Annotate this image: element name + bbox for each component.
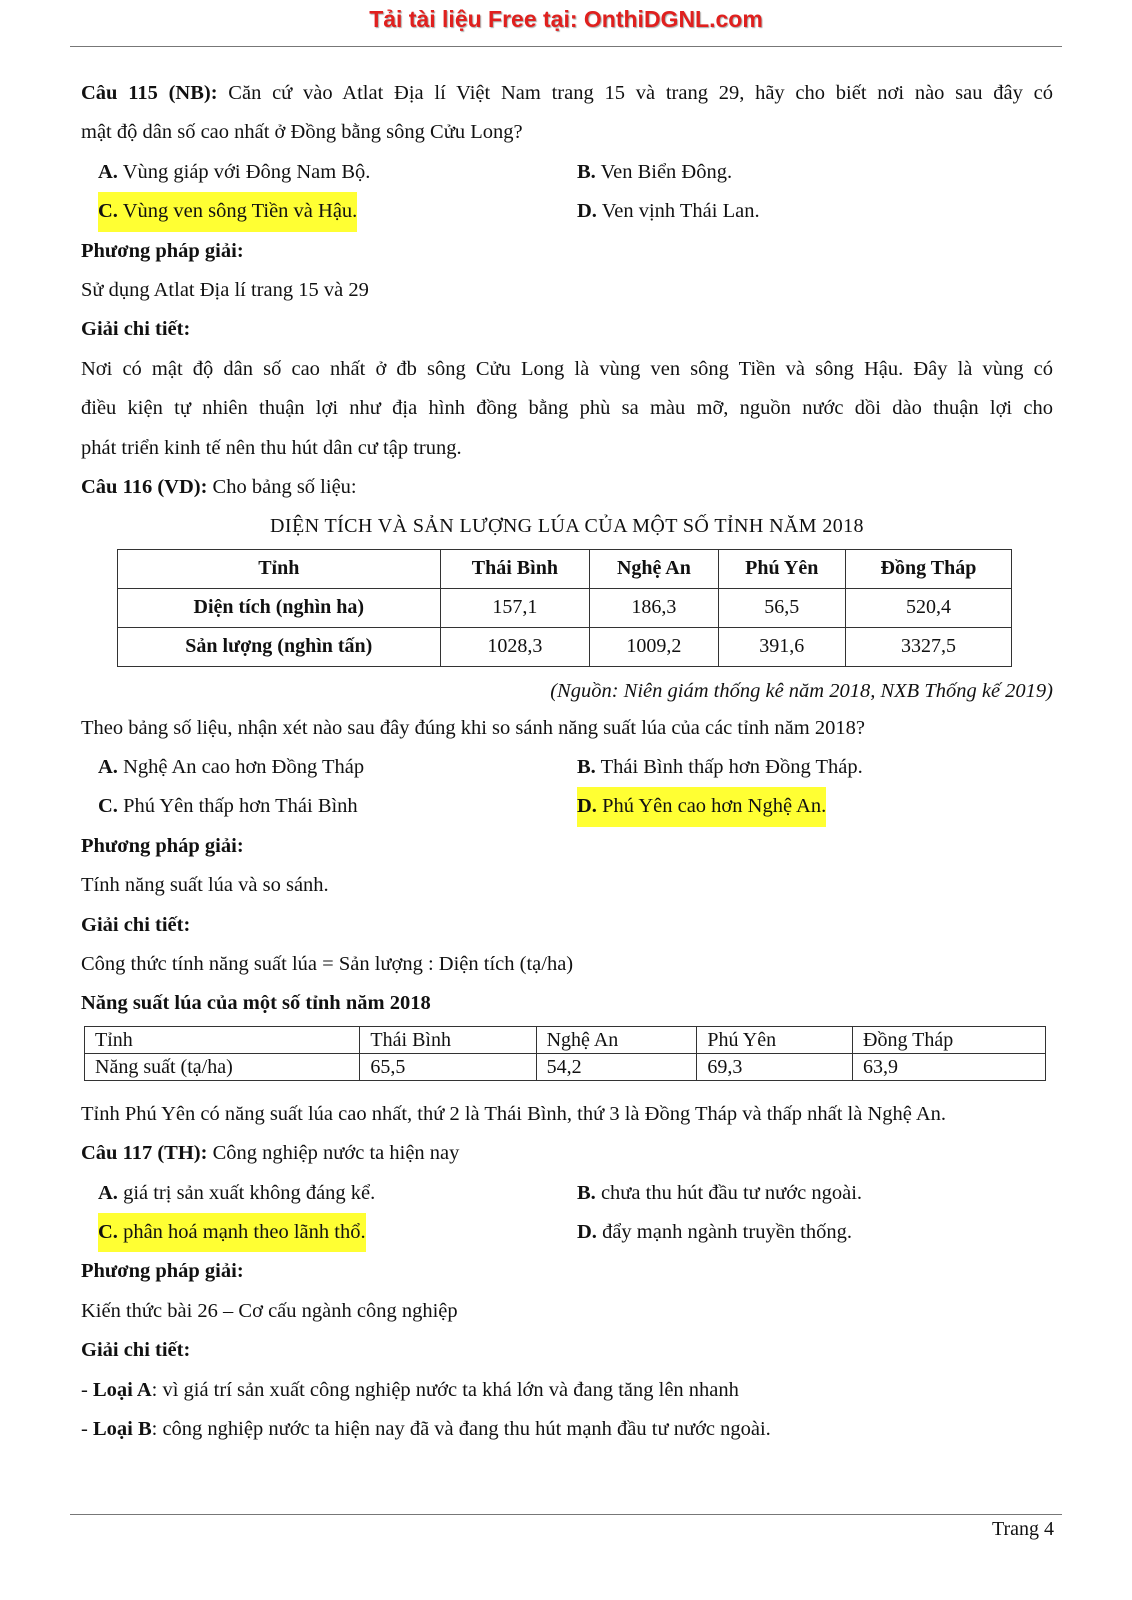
table-cell: 157,1 [440,588,590,627]
option-text: đẩy mạnh ngành truyền thống. [596,1220,852,1243]
option-text: giá trị sản xuất không đáng kể. [117,1181,376,1204]
table-cell: 1028,3 [440,627,590,666]
table-header-row [85,1026,1046,1053]
table-header-cell: Phú Yên [697,1026,853,1053]
q115-label: Câu 115 (NB): [81,82,218,104]
option-key: C. [98,200,118,223]
table-header-row [118,549,1012,588]
option-key: D. [577,1220,597,1243]
q117-option-a [98,1174,375,1213]
option-key: A. [98,756,118,779]
header-divider [70,46,1062,47]
q117-options-row-2 [81,1213,1053,1252]
q116-table-source: (Nguồn: Niên giám thống kê năm 2018, NXB Thống kế 2019) [550,679,1053,702]
elimination-text: : vì giá trí sản xuất công nghiệp nước ta khá lớn và đang tăng lên nhanh [151,1378,739,1401]
q116-detail-title: Giải chi tiết: [81,913,191,936]
q115-option-b [577,153,732,192]
q116-options-row-2 [81,787,1053,826]
site-header-title: Tải tài liệu Free tại: OnthiDGNL.com [369,6,763,32]
option-key: D. [577,200,597,223]
q115-stem-line-1 [81,74,1053,113]
q116-data-table [117,549,1012,667]
option-text: chưa thu hút đầu tư nước ngoài. [595,1181,863,1204]
q117-detail-1 [81,1371,1053,1410]
table-cell: 54,2 [536,1053,697,1080]
q116-stem-line [81,468,1053,507]
list-dash: - [81,1378,93,1401]
q116-options-row-1 [81,748,1053,787]
q115-option-d [577,192,760,231]
q117-stem: Công nghiệp nước ta hiện nay [207,1142,460,1165]
option-text: Nghệ An cao hơn Đồng Tháp [117,756,365,779]
option-text: Vùng ven sông Tiền và Hậu. [117,200,358,223]
q115-method-text: Sử dụng Atlat Địa lí trang 15 và 29 [81,278,369,301]
page-number: Trang 4 [991,1518,1054,1540]
table-row-label: Sản lượng (nghìn tấn) [118,627,441,666]
option-text: Ven vịnh Thái Lan. [596,200,760,223]
q117-stem-line [81,1134,1053,1173]
q116-option-d-correct [577,787,826,826]
table-cell: 63,9 [853,1053,1046,1080]
q116-option-a [98,748,364,787]
q115-detail-2: điều kiện tự nhiên thuận lợi như địa hình đồng bằng phù sa màu mỡ, nguồn nước dồi dào thuận lợi cho [81,397,1053,420]
q115-option-a [98,153,370,192]
table-cell: 56,5 [718,588,845,627]
q117-option-d [577,1213,852,1252]
q115-detail-1: Nơi có mật độ dân số cao nhất ở đb sông Cửu Long là vùng ven sông Tiền và sông Hậu. Đây là vùng có [81,357,1053,380]
option-key: B. [577,160,596,183]
q117-detail-title: Giải chi tiết: [81,1339,191,1362]
q116-option-b [577,748,863,787]
q117-option-b [577,1174,862,1213]
table-cell: 69,3 [697,1053,853,1080]
q115-stem-2: mật độ dân số cao nhất ở Đồng bằng sông Cửu Long? [81,121,523,144]
q116-formula: Công thức tính năng suất lúa = Sản lượng : Diện tích (tạ/ha) [81,953,574,976]
table-row-label: Năng suất (tạ/ha) [85,1053,360,1080]
table-header-cell: Đồng Tháp [845,549,1011,588]
q116-method-title: Phương pháp giải: [81,834,244,857]
q115-options-row-1 [81,153,1053,192]
option-text: Phú Yên cao hơn Nghệ An. [596,795,827,818]
q117-options-row-1 [81,1174,1053,1213]
q117-method-title: Phương pháp giải: [81,1260,244,1283]
q116-yield-title: Năng suất lúa của một số tỉnh năm 2018 [81,992,431,1015]
q115-method-title: Phương pháp giải: [81,239,244,262]
option-text: Vùng giáp với Đông Nam Bộ. [117,160,371,183]
table-header-cell: Tỉnh [118,549,441,588]
option-key: C. [98,795,118,818]
option-key: B. [577,1181,596,1204]
q115-option-c-correct [98,192,357,231]
option-key: D. [577,795,597,818]
q116-method-text: Tính năng suất lúa và so sánh. [81,874,329,897]
table-row [118,627,1012,666]
option-key: B. [577,756,596,779]
table-cell: 520,4 [845,588,1011,627]
table-row-label: Diện tích (nghìn ha) [118,588,441,627]
q115-options-row-2 [81,192,1053,231]
option-key: C. [98,1220,118,1243]
q115-detail-title: Giải chi tiết: [81,318,191,341]
table-row [118,588,1012,627]
table-cell: 65,5 [360,1053,536,1080]
q115-detail-3: phát triển kinh tế nên thu hút dân cư tập trung. [81,436,462,459]
table-cell: 186,3 [590,588,719,627]
q115-stem-1: Căn cứ vào Atlat Địa lí Việt Nam trang 15 và trang 29, hãy cho biết nơi nào sau đây có [217,82,1053,104]
q116-table-caption: DIỆN TÍCH VÀ SẢN LƯỢNG LÚA CỦA MỘT SỐ TỈNH NĂM 2018 [270,515,864,538]
q117-option-c-correct [98,1213,366,1252]
table-header-cell: Phú Yên [718,549,845,588]
table-cell: 3327,5 [845,627,1011,666]
option-key: A. [98,160,118,183]
table-row [85,1053,1046,1080]
q116-label: Câu 116 (VD): [81,475,208,498]
option-text: Ven Biển Đông. [595,160,733,183]
table-header-cell: Thái Bình [360,1026,536,1053]
option-text: phân hoá mạnh theo lãnh thổ. [117,1220,366,1243]
elimination-key: Loại B [92,1417,152,1440]
table-header-cell: Thái Bình [440,549,590,588]
table-cell: 1009,2 [590,627,719,666]
option-text: Thái Bình thấp hơn Đồng Tháp. [595,756,863,779]
table-header-cell: Tỉnh [85,1026,360,1053]
document-body [81,74,1053,1449]
table-header-cell: Nghệ An [590,549,719,588]
q116-option-c [98,787,358,826]
q116-conclusion: Tỉnh Phú Yên có năng suất lúa cao nhất, thứ 2 là Thái Bình, thứ 3 là Đồng Tháp và thấp nhất là Nghệ An. [81,1102,947,1125]
footer-divider [70,1514,1062,1515]
q117-method-text: Kiến thức bài 26 – Cơ cấu ngành công nghiệp [81,1299,458,1322]
option-key: A. [98,1181,118,1204]
q117-label: Câu 117 (TH): [81,1142,208,1165]
table-cell: 391,6 [718,627,845,666]
elimination-key: Loại A [92,1378,152,1401]
option-text: Phú Yên thấp hơn Thái Bình [117,795,358,818]
list-dash: - [81,1417,93,1440]
table-header-cell: Đồng Tháp [853,1026,1046,1053]
q116-yield-table [84,1026,1046,1081]
elimination-text: : công nghiệp nước ta hiện nay đã và đang thu hút mạnh đầu tư nước ngoài. [151,1417,771,1440]
q116-stem: Cho bảng số liệu: [207,475,357,498]
q116-question: Theo bảng số liệu, nhận xét nào sau đây đúng khi so sánh năng suất lúa của các tỉnh năm 2018? [81,716,865,739]
table-header-cell: Nghệ An [536,1026,697,1053]
q117-detail-2 [81,1410,1053,1449]
